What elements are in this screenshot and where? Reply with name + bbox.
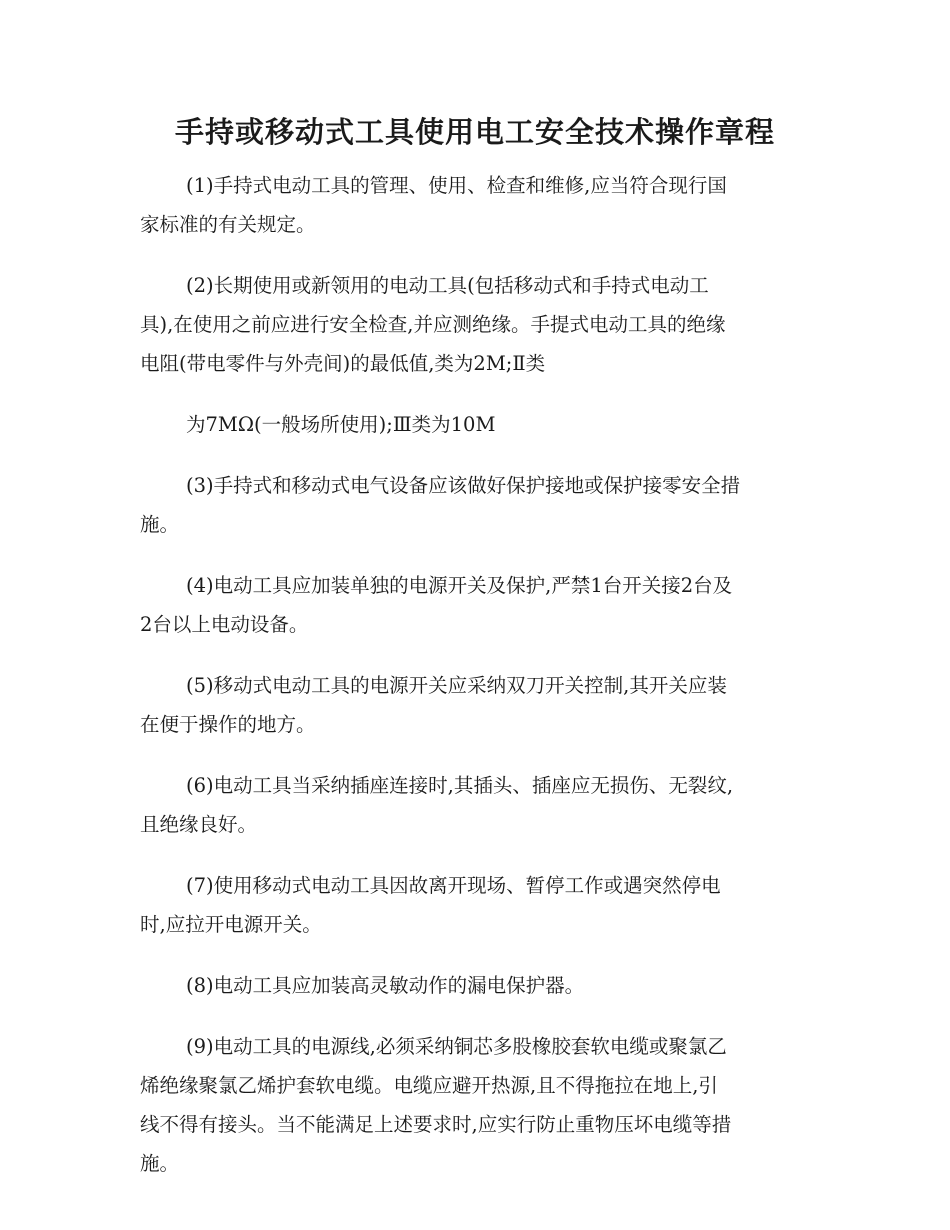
paragraph-5 — [140, 566, 812, 644]
paragraph-line: 烯绝缘聚氯乙烯护套软电缆。电缆应避开热源,且不得拖拉在地上,引 — [140, 1074, 718, 1097]
paragraph-line: 为7MΩ(一般场所使用);Ⅲ类为10M — [186, 413, 496, 436]
paragraph-7 — [140, 766, 812, 844]
paragraph-line: 电阻(带电零件与外壳间)的最低值,类为2M;Ⅱ类 — [140, 352, 546, 375]
paragraph-line: 2台以上电动设备。 — [140, 613, 309, 636]
paragraph-2 — [140, 266, 812, 383]
paragraph-line: 线不得有接头。当不能满足上述要求时,应实行防止重物压坏电缆等措 — [140, 1113, 732, 1136]
paragraph-line: 家标准的有关规定。 — [140, 213, 316, 236]
document-body — [140, 166, 812, 1205]
paragraph-3 — [140, 405, 812, 444]
paragraph-line: (2)长期使用或新领用的电动工具(包括移动式和手持式电动工 — [186, 274, 709, 297]
paragraph-line: 且绝缘良好。 — [140, 813, 258, 836]
paragraph-line: 具),在使用之前应进行安全检查,并应测绝缘。手提式电动工具的绝缘 — [140, 313, 726, 336]
paragraph-line: (3)手持式和移动式电气设备应该做好保护接地或保护接零安全措 — [186, 474, 741, 497]
paragraph-8 — [140, 866, 812, 944]
paragraph-line: (1)手持式电动工具的管理、使用、检查和维修,应当符合现行国 — [186, 174, 727, 197]
paragraph-line: 时,应拉开电源开关。 — [140, 913, 322, 936]
paragraph-line: (8)电动工具应加装高灵敏动作的漏电保护器。 — [186, 974, 585, 997]
paragraph-1 — [140, 166, 812, 244]
paragraph-line: (5)移动式电动工具的电源开关应采纳双刀开关控制,其开关应装 — [186, 674, 727, 697]
paragraph-line: 在便于操作的地方。 — [140, 713, 316, 736]
paragraph-4 — [140, 466, 812, 544]
paragraph-9 — [140, 966, 812, 1005]
paragraph-10 — [140, 1027, 812, 1183]
paragraph-line: (4)电动工具应加装单独的电源开关及保护,严禁1台开关接2台及 — [186, 574, 733, 597]
paragraph-line: (6)电动工具当采纳插座连接时,其插头、插座应无损伤、无裂纹, — [186, 774, 734, 797]
paragraph-line: 施。 — [140, 513, 180, 536]
paragraph-6 — [140, 666, 812, 744]
paragraph-line: (7)使用移动式电动工具因故离开现场、暂停工作或遇突然停电 — [186, 874, 721, 897]
paragraph-line: 施。 — [140, 1152, 180, 1175]
paragraph-line: (9)电动工具的电源线,必须采纳铜芯多股橡胶套软电缆或聚氯乙 — [186, 1035, 727, 1058]
document-title: 手持或移动式工具使用电工安全技术操作章程 — [174, 115, 775, 149]
